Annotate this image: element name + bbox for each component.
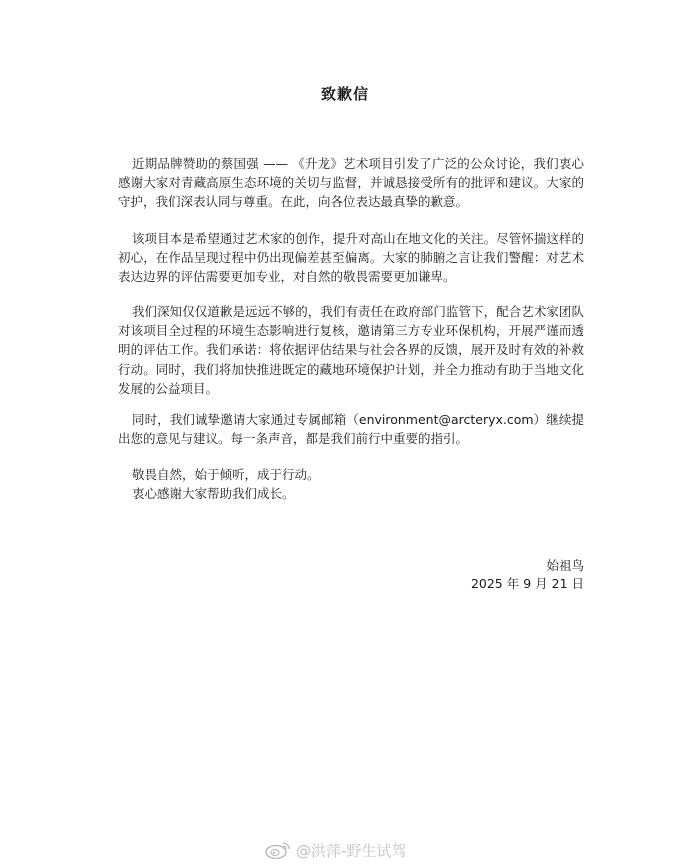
- closing-line-1: 敬畏自然，始于倾听，成于行动。: [132, 467, 320, 482]
- watermark: [265, 838, 406, 862]
- paragraph-3: 我们深知仅仅道歉是远远不够的，我们有责任在政府部门监管下，配合艺术家团队对该项目全过程的环境生态影响进行复核，邀请第三方专业环保机构，开展严谨而透明的评估工作。我们承诺：将依据评估结果与社会各界的反馈，展开及时有效的补救行动。同时，我们将加快推进既定的藏地环境保护计划，并全力推动有助于当地文化发展的公益项目。: [118, 304, 584, 396]
- signature-date: 2025 年 9 月 21 日: [470, 576, 584, 591]
- watermark-text: @洪萍-野生试驾: [296, 841, 407, 860]
- paragraph-1: 近期品牌赞助的蔡国强 —— 《升龙》艺术项目引发了广泛的公众讨论，我们衷心感谢大家对青藏高原生态环境的关切与监督，并诚恳接受所有的批评和建议。大家的守护，我们深表认同与尊重。在此，向各位表达最真挚的歉意。: [118, 156, 584, 210]
- paragraph-4: 同时，我们诚挚邀请大家通过专属邮箱（environment@arcteryx.com）继续提出您的意见与建议。每一条声音，都是我们前行中重要的指引。: [118, 412, 584, 447]
- paragraph-2: 该项目本是希望通过艺术家的创作，提升对高山在地文化的关注。尽管怀揣这样的初心，在作品呈现过程中仍出现偏差甚至偏离。大家的肺腑之言让我们警醒：对艺术表达边界的评估需要更加专业，对自然的敬畏需要更加谦卑。: [118, 231, 584, 285]
- signature-org: 始祖鸟: [546, 558, 584, 573]
- closing-line-2: 衷心感谢大家帮助我们成长。: [132, 486, 295, 501]
- weibo-logo-icon: [265, 841, 291, 859]
- letter-title: 致歉信: [320, 85, 369, 103]
